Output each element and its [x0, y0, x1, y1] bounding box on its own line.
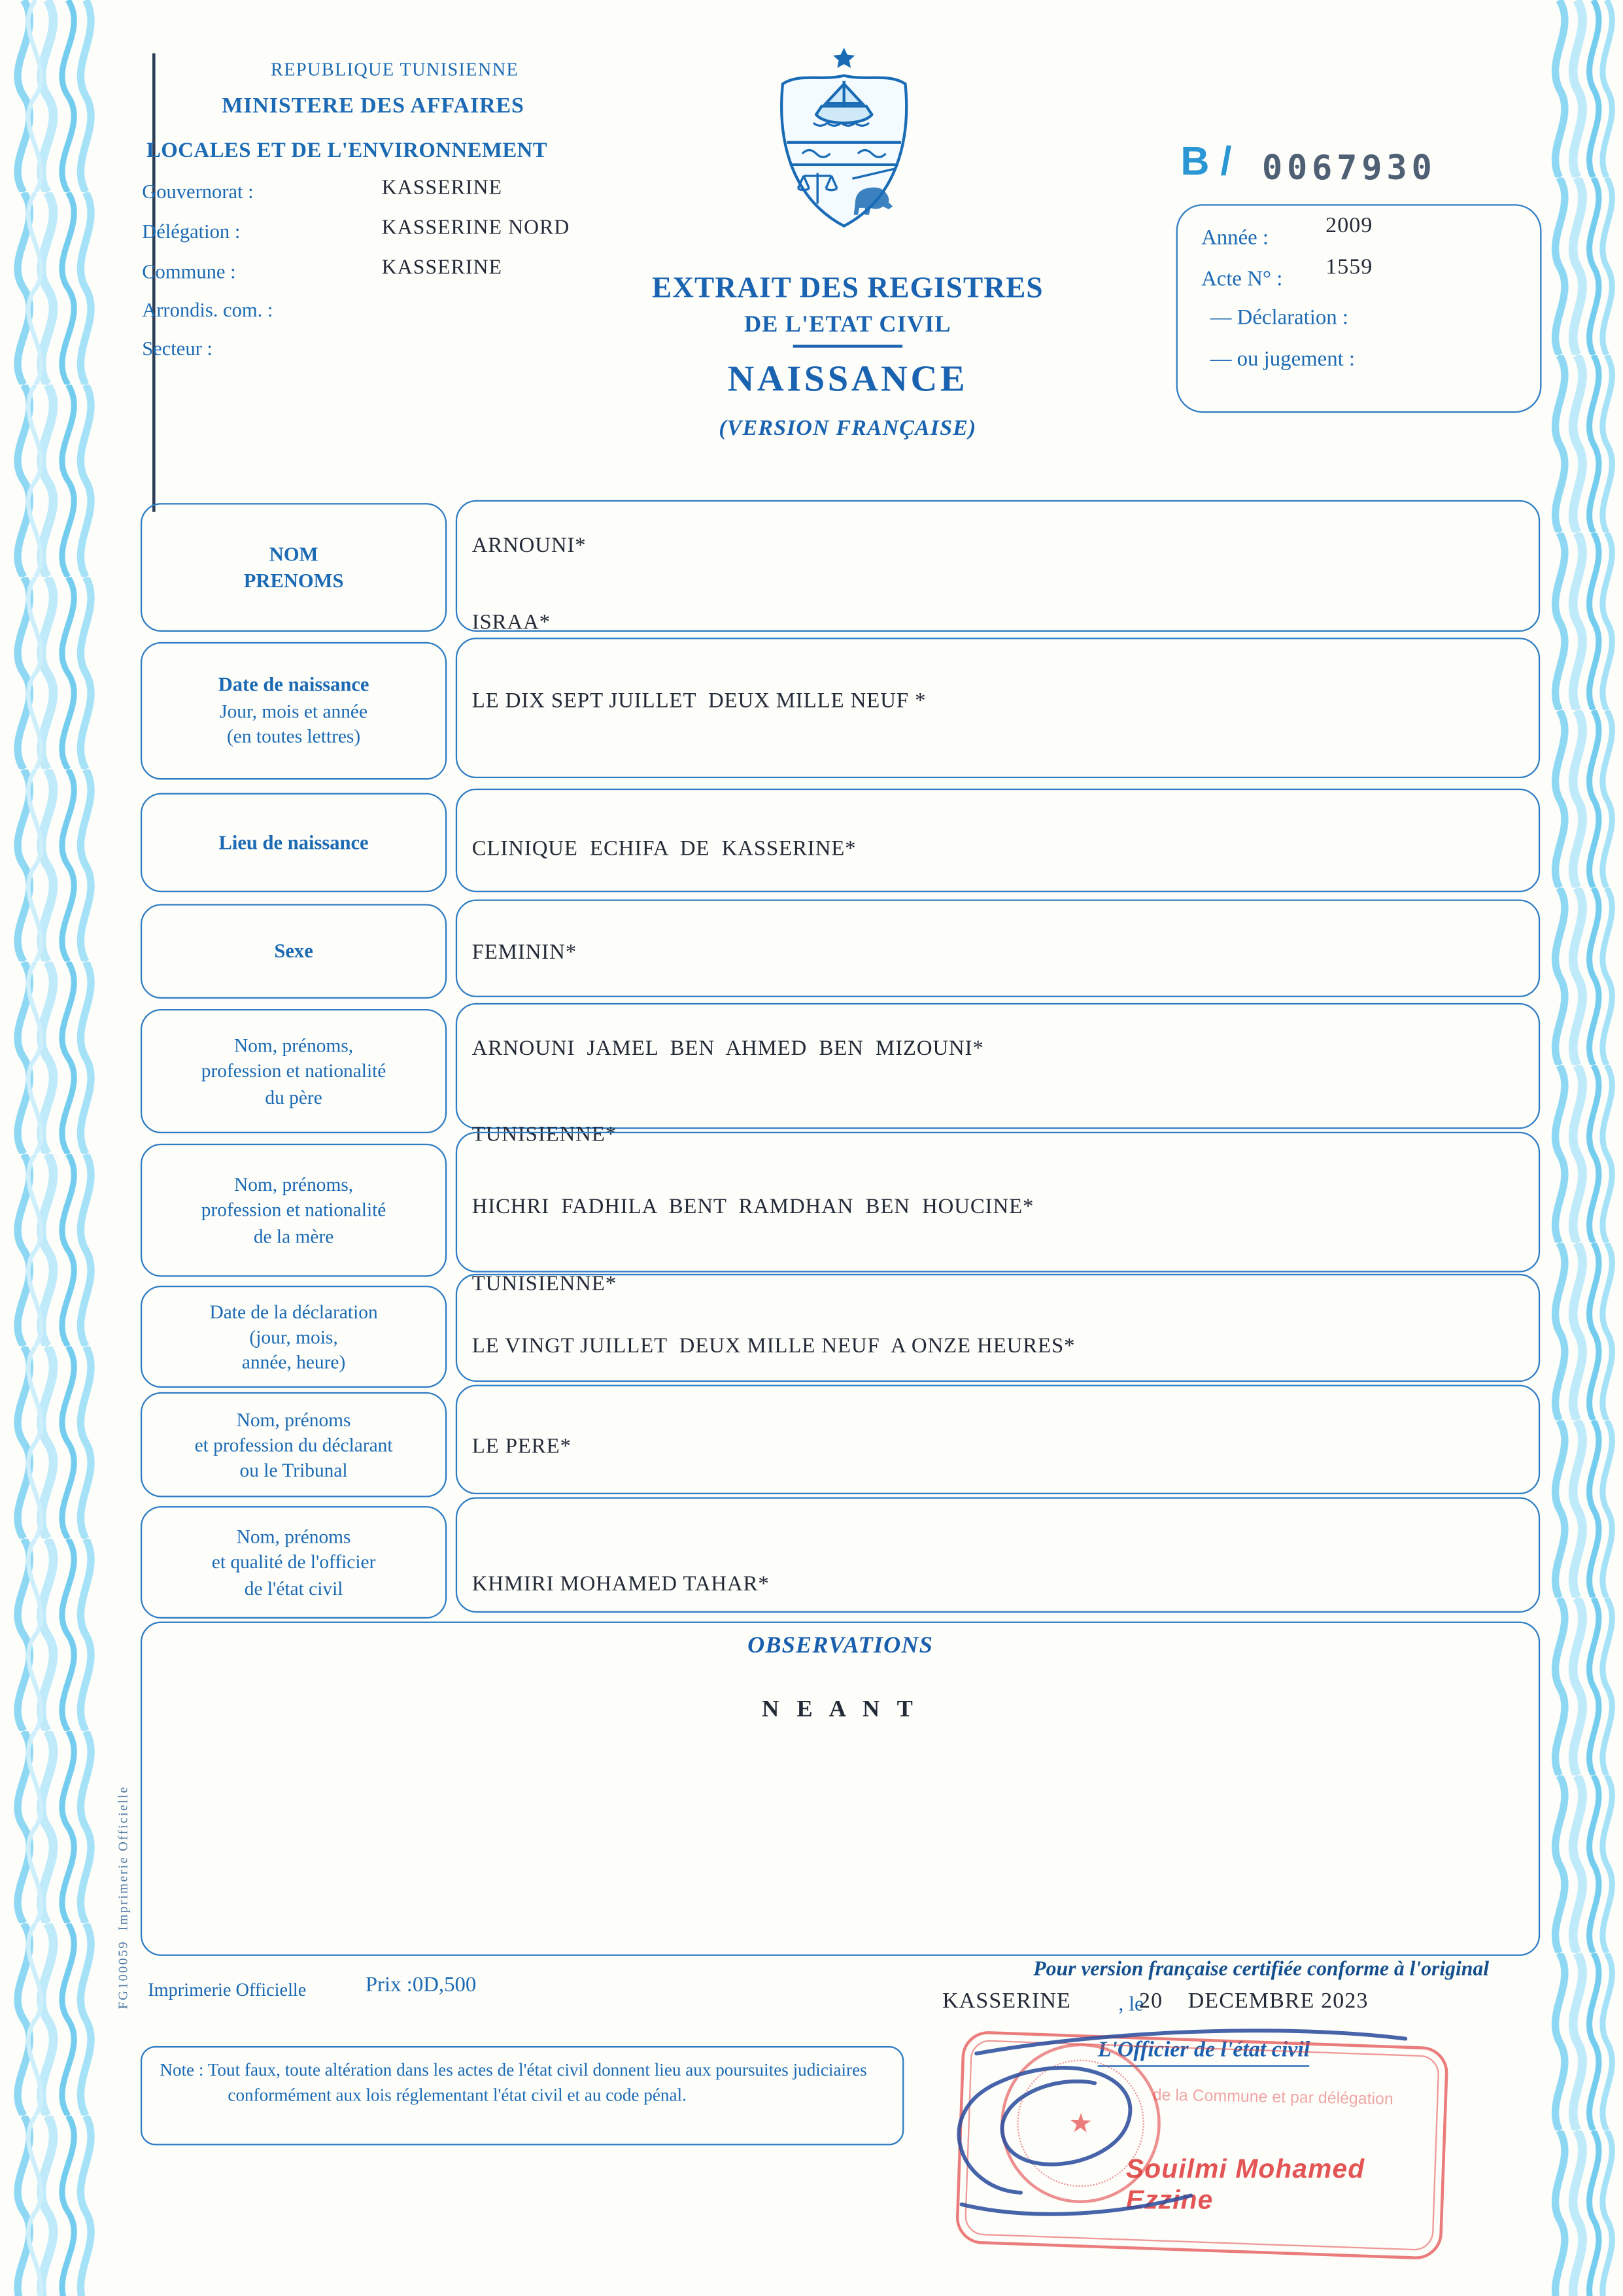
- value-date-declaration: LE VINGT JUILLET DEUX MILLE NEUF A ONZE HEURES*: [471, 1334, 1076, 1358]
- field-value-mere: [456, 1132, 1540, 1296]
- field-label-pere: [141, 1009, 447, 1133]
- label-line: Nom, prénoms,: [233, 1035, 354, 1057]
- stamp-faded-text: de la Commune et par délégation: [1152, 2087, 1393, 2109]
- printer-name: Imprimerie Officielle: [148, 1979, 307, 2000]
- document-title-etat-civil: DE L'ETAT CIVIL: [743, 312, 951, 337]
- value-sexe: FEMININ*: [471, 940, 577, 965]
- label-line: Nom, prénoms: [236, 1408, 351, 1431]
- label-line: profession et nationalité: [201, 1059, 386, 1082]
- field-label-sexe: [141, 904, 447, 999]
- tunisia-coat-of-arms: [760, 39, 928, 235]
- legal-note-box: [141, 2046, 904, 2146]
- label-line: Sexe: [274, 939, 313, 962]
- field-value-date-naissance: [456, 638, 1540, 778]
- document-title-extrait: EXTRAIT DES REGISTRES: [651, 272, 1044, 305]
- field-value-lieu-naissance: [456, 789, 1540, 892]
- field-label-officier: [141, 1506, 447, 1619]
- serial-prefix: B /: [1180, 139, 1232, 184]
- serial-number: 0067930: [1261, 149, 1437, 188]
- value-date-naissance: LE DIX SEPT JUILLET DEUX MILLE NEUF *: [471, 689, 927, 713]
- field-value-sexe: [456, 900, 1540, 997]
- handwritten-signature: [873, 2015, 1435, 2236]
- republic-title: REPUBLIQUE TUNISIENNE: [271, 59, 519, 80]
- value-lieu-naissance: CLINIQUE ECHIFA DE KASSERINE*: [471, 837, 857, 861]
- commune-label: Commune :: [142, 260, 236, 283]
- stamp-signer-name: Souilmi Mohamed Ezzine: [1125, 2153, 1365, 2215]
- field-label-date-naissance: [141, 642, 447, 780]
- label-line: PRENOMS: [243, 568, 344, 591]
- acte-info-box: [1176, 204, 1542, 413]
- label-line: Date de la déclaration: [209, 1300, 378, 1323]
- gouvernorat-label: Gouvernorat :: [142, 180, 254, 203]
- star-icon: ★: [1068, 2107, 1093, 2138]
- label-line: (jour, mois,: [249, 1325, 338, 1348]
- observations-box: [141, 1622, 1540, 1956]
- value-declarant: LE PERE*: [471, 1435, 572, 1459]
- issue-date: 20 DECEMBRE 2023: [1139, 1989, 1369, 2014]
- label-line: de la mère: [253, 1224, 334, 1247]
- label-line: Lieu de naissance: [218, 831, 369, 853]
- label-line: Jour, mois et année: [220, 700, 368, 723]
- label-line: du père: [265, 1085, 322, 1108]
- label-line: ou le Tribunal: [239, 1458, 348, 1481]
- label-line: Nom, prénoms,: [233, 1173, 354, 1196]
- value-prenom: ISRAA*: [471, 611, 551, 635]
- value-pere-nom: ARNOUNI JAMEL BEN AHMED BEN MIZOUNI*: [471, 1037, 984, 1061]
- issue-city: KASSERINE: [942, 1989, 1072, 2014]
- value-mere-nationalite: TUNISIENNE*: [471, 1272, 617, 1296]
- annee-label: Année :: [1201, 226, 1269, 250]
- field-label-declarant: [141, 1392, 447, 1498]
- value-nom: ARNOUNI*: [471, 534, 587, 558]
- label-line: NOM: [269, 542, 318, 565]
- field-label-nom-prenoms: [141, 503, 447, 632]
- secteur-label: Secteur :: [142, 337, 213, 360]
- value-officier: KHMIRI MOHAMED TAHAR*: [471, 1572, 770, 1597]
- label-line: (en toutes lettres): [226, 725, 361, 748]
- certification-statement: Pour version française certifiée conforme à l'original: [1033, 1959, 1490, 1981]
- label-line: Date de naissance: [218, 674, 369, 696]
- label-line: profession et nationalité: [201, 1199, 386, 1222]
- label-line: Nom, prénoms: [236, 1526, 351, 1549]
- jugement-label: — ou jugement :: [1210, 347, 1356, 371]
- price-label: Prix :0D,500: [365, 1974, 477, 1998]
- value-mere-nom: HICHRI FADHILA BENT RAMDHAN BEN HOUCINE*: [471, 1195, 1034, 1220]
- document-title-naissance: NAISSANCE: [727, 359, 968, 400]
- value-pere-nationalite: TUNISIENNE*: [471, 1123, 617, 1147]
- legal-note-text: Note : Tout faux, toute altération dans les actes de l'état civil donnent lieu aux poursuites judiciaires conformément aux lois réglementant l'état civil et au code pénal.: [160, 2059, 867, 2105]
- field-value-officier: [456, 1498, 1540, 1613]
- observations-title: OBSERVATIONS: [747, 1633, 933, 1659]
- field-label-mere: [141, 1144, 447, 1277]
- delegation-label: Délégation :: [142, 220, 241, 243]
- arrondissement-label: Arrondis. com. :: [142, 299, 273, 321]
- field-label-lieu-naissance: [141, 793, 447, 893]
- gouvernorat-value: KASSERINE: [381, 177, 503, 200]
- delegation-value: KASSERINE NORD: [381, 217, 570, 240]
- title-underline: [793, 345, 902, 348]
- decorative-border-left: [9, 0, 101, 2296]
- acte-number-label: Acte N° :: [1201, 267, 1283, 292]
- label-line: de l'état civil: [244, 1576, 343, 1599]
- acte-number-value: 1559: [1325, 256, 1373, 280]
- form-reference-code: FG100059 Imprimerie Officielle: [115, 1785, 131, 2010]
- decorative-border-right: [1547, 0, 1615, 2296]
- field-value-nom-prenoms: [456, 500, 1540, 635]
- field-value-declarant: [456, 1385, 1540, 1494]
- label-line: année, heure): [241, 1350, 346, 1373]
- label-line: et qualité de l'officier: [211, 1551, 376, 1573]
- field-value-pere: [456, 1003, 1540, 1147]
- observations-value: N E A N T: [762, 1696, 919, 1722]
- issue-le-label: , le: [1118, 1994, 1144, 2017]
- ministry-title-line2: LOCALES ET DE L'ENVIRONNEMENT: [146, 139, 548, 163]
- commune-value: KASSERINE: [381, 257, 503, 280]
- field-value-date-declaration: [456, 1274, 1540, 1382]
- field-label-date-declaration: [141, 1286, 447, 1388]
- officer-title: L'Officier de l'état civil: [1098, 2039, 1310, 2067]
- document-title-version: (VERSION FRANÇAISE): [719, 417, 977, 441]
- annee-value: 2009: [1325, 214, 1373, 239]
- ministry-title-line1: MINISTERE DES AFFAIRES: [222, 94, 524, 118]
- declaration-label: — Déclaration :: [1210, 306, 1349, 330]
- label-line: et profession du déclarant: [194, 1433, 393, 1456]
